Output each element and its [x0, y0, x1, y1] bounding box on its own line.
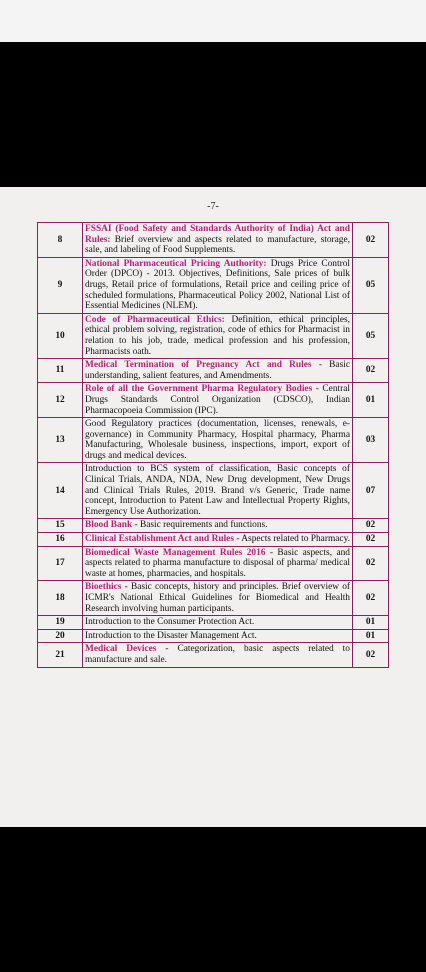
topic-description	[83, 463, 353, 519]
topic-title: National Pharmaceutical Pricing Authority:	[85, 258, 267, 269]
unit-number: 18	[38, 581, 83, 616]
topic-text: Definition, ethical principles, ethical problem solving, registration, code of ethics for Pharmacist in relation to his job, trade, medical profession and his profession, Pharmacists oath.	[85, 314, 350, 357]
topic-text: Introduction to the Disaster Management Act.	[85, 630, 257, 641]
hours-value: 05	[353, 313, 389, 358]
topic-description	[83, 223, 353, 258]
syllabus-table	[37, 222, 389, 668]
topic-description	[83, 616, 353, 630]
hours-value: 03	[353, 418, 389, 463]
unit-number: 21	[38, 643, 83, 667]
table-row	[38, 359, 389, 383]
table-row	[38, 257, 389, 313]
unit-number: 17	[38, 546, 83, 581]
table-row	[38, 581, 389, 616]
topic-description	[83, 383, 353, 418]
hours-value: 02	[353, 533, 389, 547]
table-row	[38, 223, 389, 258]
unit-number: 14	[38, 463, 83, 519]
topic-text: Introduction to BCS system of classification, Basic concepts of Clinical Trials, ANDA, NDA, New Drug development, New Drugs and Clinical Trials Rules, 2019. Brand v/s Generic, Trade name concept, Introduction to Patent Law and Intellectual Property Rights, Emergency Use Authorization.	[85, 464, 350, 517]
hours-value: 02	[353, 519, 389, 533]
topic-text: - Basic requirements and functions.	[132, 520, 268, 531]
unit-number: 19	[38, 616, 83, 630]
table-row	[38, 629, 389, 643]
table-row	[38, 463, 389, 519]
topic-text: Good Regulatory practices (documentation, licenses, renewals, e-governance) in Community Pharmacy, Hospital pharmacy, Pharma Manufacturing, Wholesale business, inspections, import, export of drugs and medical devices.	[85, 419, 350, 461]
unit-number: 12	[38, 383, 83, 418]
document-page	[0, 187, 426, 827]
hours-value: 01	[353, 629, 389, 643]
page-number: -7-	[207, 201, 219, 212]
table-row	[38, 533, 389, 547]
topic-title: Bioethics	[85, 582, 122, 593]
topic-text: - Categorization, basic aspects related to manufacture and sale.	[85, 644, 350, 665]
status-bar	[0, 0, 426, 42]
table-row	[38, 519, 389, 533]
topic-title: Blood Bank	[85, 520, 133, 531]
hours-value: 07	[353, 463, 389, 519]
topic-description	[83, 519, 353, 533]
syllabus-rows	[38, 223, 389, 668]
hours-value: 01	[353, 383, 389, 418]
unit-number: 15	[38, 519, 83, 533]
table-row	[38, 383, 389, 418]
hours-value: 02	[353, 223, 389, 258]
table-row	[38, 643, 389, 667]
hours-value: 02	[353, 643, 389, 667]
unit-number: 13	[38, 418, 83, 463]
topic-title: Medical Devices	[85, 644, 157, 655]
topic-text: Introduction to the Consumer Protection Act.	[85, 617, 255, 628]
topic-text: - Basic aspects, and aspects related to pharma manufacture to disposal of pharma/ medical waste at homes, pharmacies, and hospitals.	[85, 547, 350, 579]
unit-number: 20	[38, 629, 83, 643]
topic-description	[83, 643, 353, 667]
topic-title: Biomedical Waste Management Rules 2016	[85, 547, 266, 558]
table-row	[38, 313, 389, 358]
unit-number: 9	[38, 257, 83, 313]
topic-description	[83, 546, 353, 581]
topic-description	[83, 257, 353, 313]
topic-title: Role of all the Government Pharma Regulatory Bodies	[85, 384, 313, 395]
topic-description	[83, 533, 353, 547]
hours-value: 05	[353, 257, 389, 313]
topic-text: - Central Drugs Standards Control Organization (CDSCO), Indian Pharmacopoeia Commission (IPC).	[85, 384, 350, 416]
topic-text: - Basic concepts, history and principles. Brief overview of ICMR's National Ethical Guidelines for Biomedical and Health Research involving human participants.	[85, 582, 350, 614]
unit-number: 11	[38, 359, 83, 383]
table-row	[38, 546, 389, 581]
topic-text: Drugs Price Control Order (DPCO) - 2013. Objectives, Definitions, Sale prices of bulk drugs, Retail price of formulations, Retail price and ceiling price of scheduled formulations, Pharmaceutical Policy 2002, National List of Essential Medicines (NLEM).	[85, 258, 350, 312]
unit-number: 16	[38, 533, 83, 547]
table-row	[38, 418, 389, 463]
unit-number: 10	[38, 313, 83, 358]
topic-text: - Basic understanding, salient features, and Amendments.	[85, 360, 350, 381]
topic-text: - Aspects related to Pharmacy.	[233, 534, 351, 545]
topic-description	[83, 418, 353, 463]
topic-text: Brief overview and aspects related to manufacture, storage, sale, and labeling of Food Supplements.	[85, 234, 350, 256]
topic-title: Medical Termination of Pregnancy Act and Rules	[85, 360, 312, 371]
table-row	[38, 616, 389, 630]
topic-title: Code of Pharmaceutical Ethics:	[85, 314, 225, 325]
unit-number: 8	[38, 223, 83, 258]
topic-description	[83, 313, 353, 358]
hours-value: 01	[353, 616, 389, 630]
hours-value: 02	[353, 359, 389, 383]
topic-title: Clinical Establishment Act and Rules	[85, 534, 234, 545]
topic-description	[83, 629, 353, 643]
hours-value: 02	[353, 546, 389, 581]
topic-title: FSSAI (Food Safety and Standards Authority of India) Act and Rules:	[85, 224, 350, 245]
topic-description	[83, 581, 353, 616]
hours-value: 02	[353, 581, 389, 616]
topic-description	[83, 359, 353, 383]
